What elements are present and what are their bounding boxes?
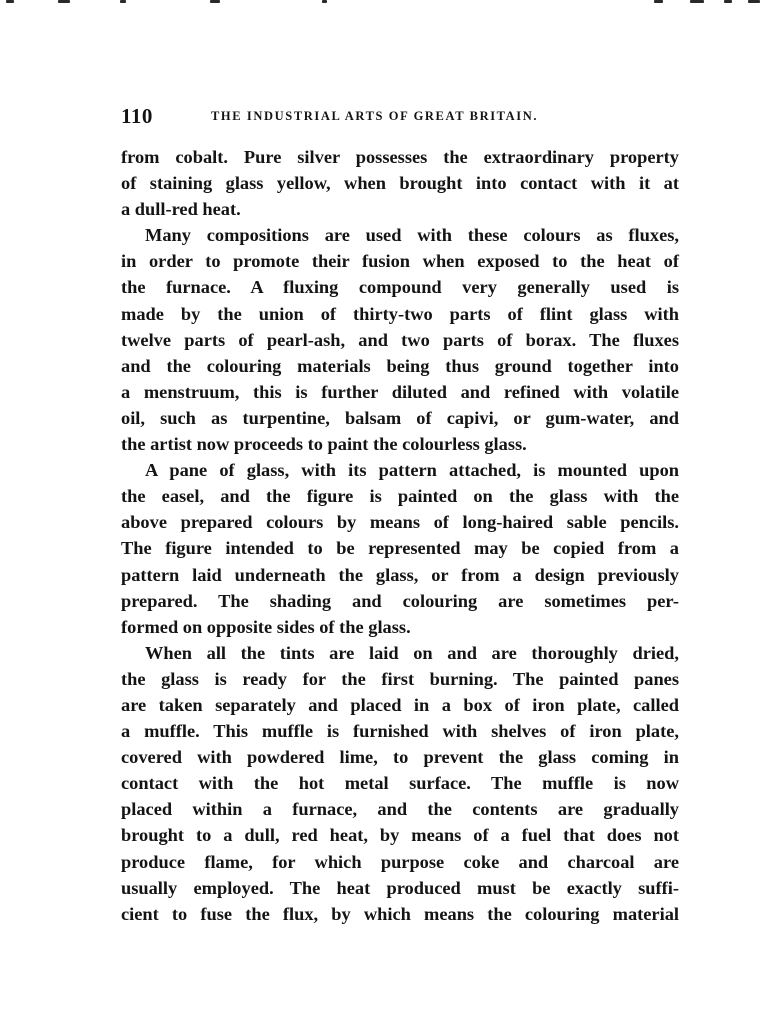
text-line: prepared. The shading and colouring are sometimes per- <box>121 590 679 611</box>
text-line: A pane of glass, with its pattern attached, is mounted upon <box>145 460 679 481</box>
body-text <box>121 144 679 927</box>
text-line: When all the tints are laid on and are thoroughly dried, <box>145 642 679 663</box>
ink-speck <box>58 0 70 3</box>
text-line: and the colouring materials being thus ground together into <box>121 355 679 376</box>
ink-speck <box>654 0 663 3</box>
text-line: usually employed. The heat produced must be exactly suffi- <box>121 877 679 898</box>
page-header <box>121 104 681 130</box>
ink-speck <box>6 0 14 3</box>
text-line: twelve parts of pearl-ash, and two parts of borax. The fluxes <box>121 329 679 350</box>
ink-speck <box>748 0 760 3</box>
text-line: of staining glass yellow, when brought into contact with it at <box>121 173 679 194</box>
text-line: the artist now proceeds to paint the colourless glass. <box>121 434 527 455</box>
paragraph-3 <box>121 457 679 640</box>
ink-speck <box>322 0 327 3</box>
text-line: from cobalt. Pure silver possesses the extraordinary property <box>121 147 679 167</box>
text-line: produce flame, for which purpose coke and charcoal are <box>121 851 679 872</box>
text-line: made by the union of thirty-two parts of flint glass with <box>121 303 679 324</box>
ink-speck <box>120 0 126 3</box>
text-line: oil, such as turpentine, balsam of capivi, or gum-water, and <box>121 407 679 428</box>
ink-speck <box>690 0 704 3</box>
text-line: brought to a dull, red heat, by means of a fuel that does not <box>121 825 679 846</box>
top-edge-marks <box>0 0 769 8</box>
text-line: in order to promote their fusion when exposed to the heat of <box>121 251 679 272</box>
running-head: THE INDUSTRIAL ARTS OF GREAT BRITAIN. <box>211 109 539 123</box>
ink-speck <box>210 0 220 3</box>
text-line: the glass is ready for the first burning. The painted panes <box>121 668 679 689</box>
paragraph-4 <box>121 640 679 927</box>
text-line: The figure intended to be represented may be copied from a <box>121 538 679 559</box>
text-line: placed within a furnace, and the contents are gradually <box>121 799 679 820</box>
text-line: Many compositions are used with these colours as fluxes, <box>145 225 679 246</box>
text-line: cient to fuse the flux, by which means the colouring material <box>121 903 679 924</box>
text-line: a dull-red heat. <box>121 199 241 220</box>
page-number: 110 <box>121 104 153 128</box>
text-line: a menstruum, this is further diluted and refined with volatile <box>121 381 679 402</box>
text-line: pattern laid underneath the glass, or from a design previously <box>121 564 679 585</box>
text-line: the furnace. A fluxing compound very generally used is <box>121 277 679 298</box>
text-line: a muffle. This muffle is furnished with shelves of iron plate, <box>121 721 679 742</box>
text-line: contact with the hot metal surface. The muffle is now <box>121 773 679 794</box>
text-line: the easel, and the figure is painted on the glass with the <box>121 486 679 507</box>
paragraph-2 <box>121 222 679 457</box>
ink-speck <box>724 0 732 3</box>
text-line: covered with powdered lime, to prevent the glass coming in <box>121 747 679 768</box>
paragraph-1 <box>121 144 679 222</box>
text-line: are taken separately and placed in a box of iron plate, called <box>121 694 679 715</box>
text-line: formed on opposite sides of the glass. <box>121 616 411 637</box>
text-line: above prepared colours by means of long-haired sable pencils. <box>121 512 679 533</box>
